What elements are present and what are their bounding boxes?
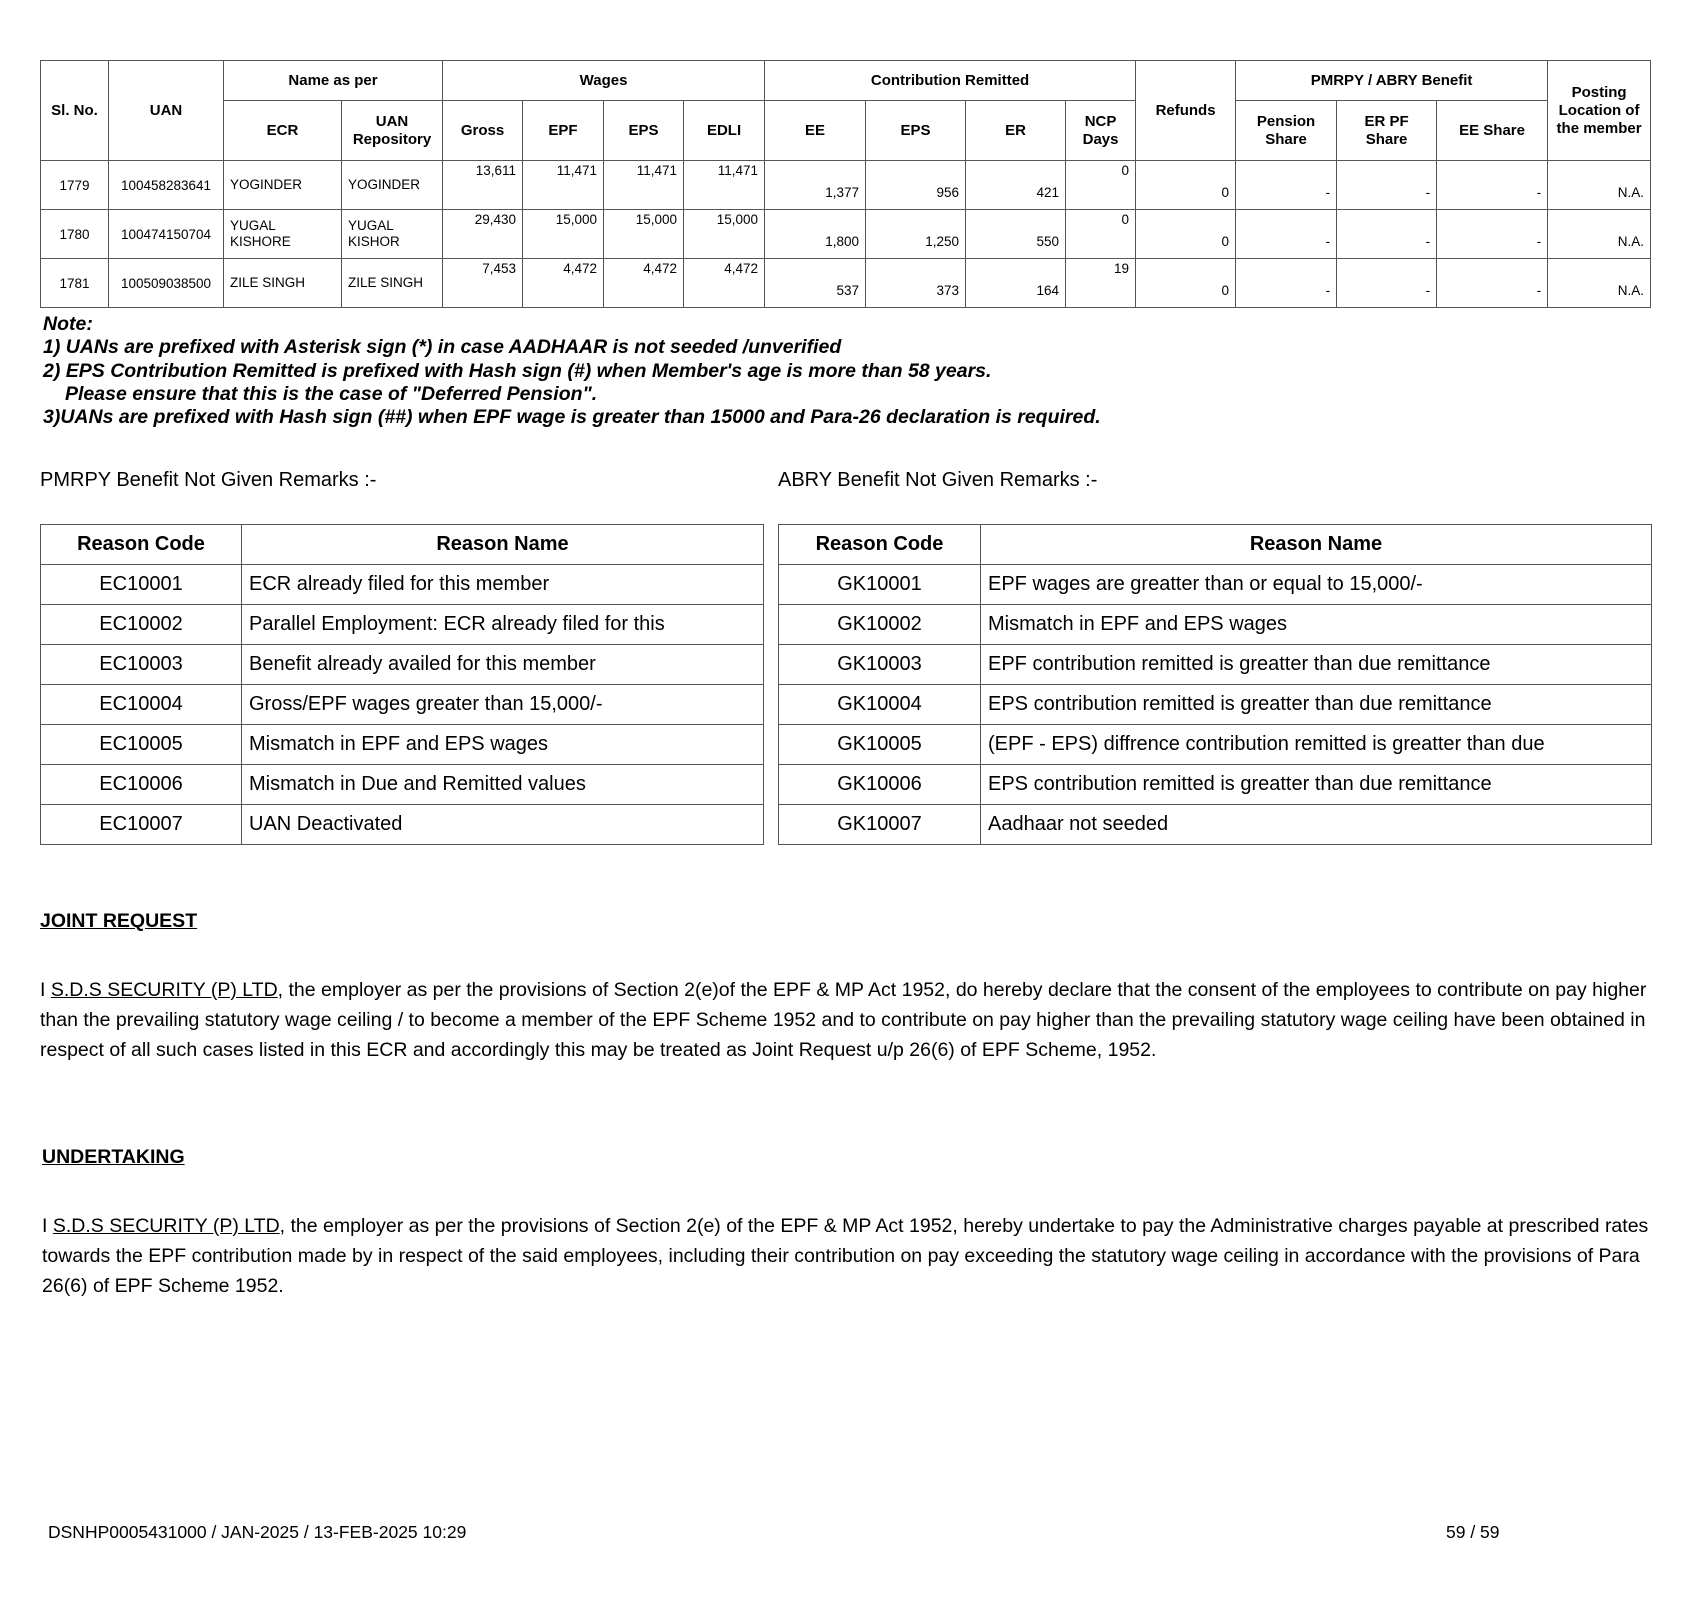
cell-ncp-days: 0 bbox=[1066, 161, 1136, 210]
header-wages: Wages bbox=[443, 61, 765, 101]
cell-epf: 11,471 bbox=[523, 161, 604, 210]
cell-ee-share: - bbox=[1437, 161, 1548, 210]
table-row bbox=[779, 725, 1652, 765]
cell-refunds: 0 bbox=[1136, 161, 1236, 210]
reason-code: GK10006 bbox=[779, 765, 981, 805]
undertaking-paragraph bbox=[42, 1211, 1657, 1301]
reason-code: GK10004 bbox=[779, 685, 981, 725]
header-pension-share: Pension Share bbox=[1236, 101, 1337, 161]
cell-er-pf-share: - bbox=[1337, 210, 1437, 259]
header-ee-share: EE Share bbox=[1437, 101, 1548, 161]
reason-name: Benefit already availed for this member bbox=[242, 645, 764, 685]
note-title: Note: bbox=[43, 313, 93, 335]
reason-code: GK10002 bbox=[779, 605, 981, 645]
header-pmrpy-abry-benefit: PMRPY / ABRY Benefit bbox=[1236, 61, 1548, 101]
reason-code: GK10007 bbox=[779, 805, 981, 845]
cell-sl-no: 1780 bbox=[41, 210, 109, 259]
cell-uan-name: YUGAL KISHOR bbox=[342, 210, 443, 259]
header-edli: EDLI bbox=[684, 101, 765, 161]
footer-page-number: 59 / 59 bbox=[1446, 1522, 1500, 1542]
cell-posting-location: N.A. bbox=[1548, 210, 1651, 259]
cell-er: 164 bbox=[966, 259, 1066, 308]
table-row bbox=[779, 565, 1652, 605]
cell-er-pf-share: - bbox=[1337, 259, 1437, 308]
cell-eps: 4,472 bbox=[604, 259, 684, 308]
reason-name: UAN Deactivated bbox=[242, 805, 764, 845]
cell-ncp-days: 19 bbox=[1066, 259, 1136, 308]
header-sl-no: Sl. No. bbox=[41, 61, 109, 161]
cell-posting-location: N.A. bbox=[1548, 259, 1651, 308]
header-gross: Gross bbox=[443, 101, 523, 161]
table-row bbox=[779, 765, 1652, 805]
cell-gross: 13,611 bbox=[443, 161, 523, 210]
pmrpy-reason-table bbox=[40, 524, 764, 845]
table-row bbox=[41, 645, 764, 685]
joint-request-prefix: I bbox=[40, 979, 51, 1001]
cell-ee: 1,800 bbox=[765, 210, 866, 259]
header-uan: UAN bbox=[109, 61, 224, 161]
joint-request-paragraph bbox=[40, 975, 1655, 1065]
ecr-member-table bbox=[40, 60, 1651, 308]
undertaking-title: UNDERTAKING bbox=[42, 1146, 185, 1168]
reason-name: Aadhaar not seeded bbox=[981, 805, 1652, 845]
cell-eps: 11,471 bbox=[604, 161, 684, 210]
cell-ee-share: - bbox=[1437, 259, 1548, 308]
header-ncp-days: NCP Days bbox=[1066, 101, 1136, 161]
reason-code: EC10004 bbox=[41, 685, 242, 725]
undertaking-text: , the employer as per the provisions of Section 2(e) of the EPF & MP Act 1952, hereby undertake to pay the Administrative charges payable at prescribed rates towards the EPF contribution made by in respect of the said employees, including their contribution on pay exceeding the statutory wage ceiling in accordance with the provisions of Para 26(6) of EPF Scheme 1952. bbox=[42, 1215, 1649, 1297]
reason-name: ECR already filed for this member bbox=[242, 565, 764, 605]
cell-ee-share: - bbox=[1437, 210, 1548, 259]
cell-uan: 100474150704 bbox=[109, 210, 224, 259]
cell-epf: 4,472 bbox=[523, 259, 604, 308]
cell-uan-name: YOGINDER bbox=[342, 161, 443, 210]
cell-ecr-name: YUGAL KISHORE bbox=[224, 210, 342, 259]
cell-eps-contribution: 1,250 bbox=[866, 210, 966, 259]
reason-code: GK10001 bbox=[779, 565, 981, 605]
note-line: Please ensure that this is the case of "Deferred Pension". bbox=[65, 382, 598, 405]
abry-reason-table bbox=[778, 524, 1652, 845]
cell-epf: 15,000 bbox=[523, 210, 604, 259]
cell-uan: 100458283641 bbox=[109, 161, 224, 210]
reason-name: Mismatch in Due and Remitted values bbox=[242, 765, 764, 805]
cell-ee: 1,377 bbox=[765, 161, 866, 210]
footer-doc-ref: DSNHP0005431000 / JAN-2025 / 13-FEB-2025 10:29 bbox=[48, 1522, 467, 1542]
reason-name: Parallel Employment: ECR already filed for this bbox=[242, 605, 764, 645]
employer-name: S.D.S SECURITY (P) LTD bbox=[52, 1215, 280, 1237]
pmrpy-remarks-title: PMRPY Benefit Not Given Remarks :- bbox=[40, 469, 377, 491]
cell-ncp-days: 0 bbox=[1066, 210, 1136, 259]
cell-pension-share: - bbox=[1236, 210, 1337, 259]
cell-eps: 15,000 bbox=[604, 210, 684, 259]
cell-uan-name: ZILE SINGH bbox=[342, 259, 443, 308]
joint-request-title: JOINT REQUEST bbox=[40, 910, 198, 932]
reason-code: EC10003 bbox=[41, 645, 242, 685]
reason-code: EC10006 bbox=[41, 765, 242, 805]
reason-code: EC10002 bbox=[41, 605, 242, 645]
header-refunds: Refunds bbox=[1136, 61, 1236, 161]
cell-eps-contribution: 956 bbox=[866, 161, 966, 210]
table-row bbox=[41, 805, 764, 845]
cell-edli: 15,000 bbox=[684, 210, 765, 259]
header-reason-code: Reason Code bbox=[41, 525, 242, 565]
table-row bbox=[41, 259, 1651, 308]
cell-gross: 29,430 bbox=[443, 210, 523, 259]
reason-code: GK10003 bbox=[779, 645, 981, 685]
reason-code: EC10007 bbox=[41, 805, 242, 845]
table-row bbox=[41, 210, 1651, 259]
header-uan-repository: UAN Repository bbox=[342, 101, 443, 161]
table-row bbox=[41, 725, 764, 765]
reason-name: EPF contribution remitted is greatter than due remittance bbox=[981, 645, 1652, 685]
header-eps: EPS bbox=[604, 101, 684, 161]
cell-pension-share: - bbox=[1236, 259, 1337, 308]
joint-request-text: , the employer as per the provisions of Section 2(e)of the EPF & MP Act 1952, do hereby declare that the consent of the employees to contribute on pay higher than the prevailing statutory wage ceiling / to become a member of the EPF Scheme 1952 and to contribute on pay higher than the prevailing statutory wage ceiling have been obtained in respect of all such cases listed in this ECR and accordingly this may be treated as Joint Request u/p 26(6) of EPF Scheme, 1952. bbox=[40, 979, 1647, 1061]
cell-edli: 11,471 bbox=[684, 161, 765, 210]
undertaking-prefix: I bbox=[42, 1215, 53, 1237]
header-er-pf-share: ER PF Share bbox=[1337, 101, 1437, 161]
cell-posting-location: N.A. bbox=[1548, 161, 1651, 210]
cell-refunds: 0 bbox=[1136, 210, 1236, 259]
header-contribution-remitted: Contribution Remitted bbox=[765, 61, 1136, 101]
reason-name: Mismatch in EPF and EPS wages bbox=[242, 725, 764, 765]
reason-code: EC10001 bbox=[41, 565, 242, 605]
table-row bbox=[41, 565, 764, 605]
abry-remarks-title: ABRY Benefit Not Given Remarks :- bbox=[778, 469, 1098, 491]
cell-er-pf-share: - bbox=[1337, 161, 1437, 210]
header-name-as-per: Name as per bbox=[224, 61, 443, 101]
cell-eps-contribution: 373 bbox=[866, 259, 966, 308]
header-er: ER bbox=[966, 101, 1066, 161]
reason-code: EC10005 bbox=[41, 725, 242, 765]
table-row bbox=[779, 805, 1652, 845]
cell-ecr-name: YOGINDER bbox=[224, 161, 342, 210]
header-posting-location: Posting Location of the member bbox=[1548, 61, 1651, 161]
table-row bbox=[41, 161, 1651, 210]
note-line: 1) UANs are prefixed with Asterisk sign (*) in case AADHAAR is not seeded /unverified bbox=[43, 336, 842, 359]
note-line: 2) EPS Contribution Remitted is prefixed with Hash sign (#) when Member's age is more than 58 years. bbox=[43, 359, 992, 382]
reason-name: EPS contribution remitted is greatter than due remittance bbox=[981, 765, 1652, 805]
cell-gross: 7,453 bbox=[443, 259, 523, 308]
cell-er: 550 bbox=[966, 210, 1066, 259]
cell-refunds: 0 bbox=[1136, 259, 1236, 308]
cell-sl-no: 1781 bbox=[41, 259, 109, 308]
table-row bbox=[779, 685, 1652, 725]
cell-uan: 100509038500 bbox=[109, 259, 224, 308]
cell-edli: 4,472 bbox=[684, 259, 765, 308]
table-row bbox=[779, 605, 1652, 645]
cell-pension-share: - bbox=[1236, 161, 1337, 210]
note-line: 3)UANs are prefixed with Hash sign (##) when EPF wage is greater than 15000 and Para-26 declaration is required. bbox=[43, 406, 1101, 429]
reason-code: GK10005 bbox=[779, 725, 981, 765]
table-row bbox=[41, 605, 764, 645]
header-eps-contribution: EPS bbox=[866, 101, 966, 161]
employer-name: S.D.S SECURITY (P) LTD bbox=[50, 979, 278, 1001]
table-row bbox=[41, 765, 764, 805]
reason-name: (EPF - EPS) diffrence contribution remitted is greatter than due bbox=[981, 725, 1652, 765]
reason-name: EPS contribution remitted is greatter than due remittance bbox=[981, 685, 1652, 725]
reason-name: EPF wages are greatter than or equal to 15,000/- bbox=[981, 565, 1652, 605]
cell-ecr-name: ZILE SINGH bbox=[224, 259, 342, 308]
cell-er: 421 bbox=[966, 161, 1066, 210]
cell-ee: 537 bbox=[765, 259, 866, 308]
cell-sl-no: 1779 bbox=[41, 161, 109, 210]
header-reason-name: Reason Name bbox=[981, 525, 1652, 565]
header-reason-name: Reason Name bbox=[242, 525, 764, 565]
reason-name: Gross/EPF wages greater than 15,000/- bbox=[242, 685, 764, 725]
table-row bbox=[41, 685, 764, 725]
header-ee: EE bbox=[765, 101, 866, 161]
header-ecr: ECR bbox=[224, 101, 342, 161]
header-epf: EPF bbox=[523, 101, 604, 161]
reason-name: Mismatch in EPF and EPS wages bbox=[981, 605, 1652, 645]
table-row bbox=[779, 645, 1652, 685]
note-block bbox=[43, 313, 1101, 429]
header-reason-code: Reason Code bbox=[779, 525, 981, 565]
